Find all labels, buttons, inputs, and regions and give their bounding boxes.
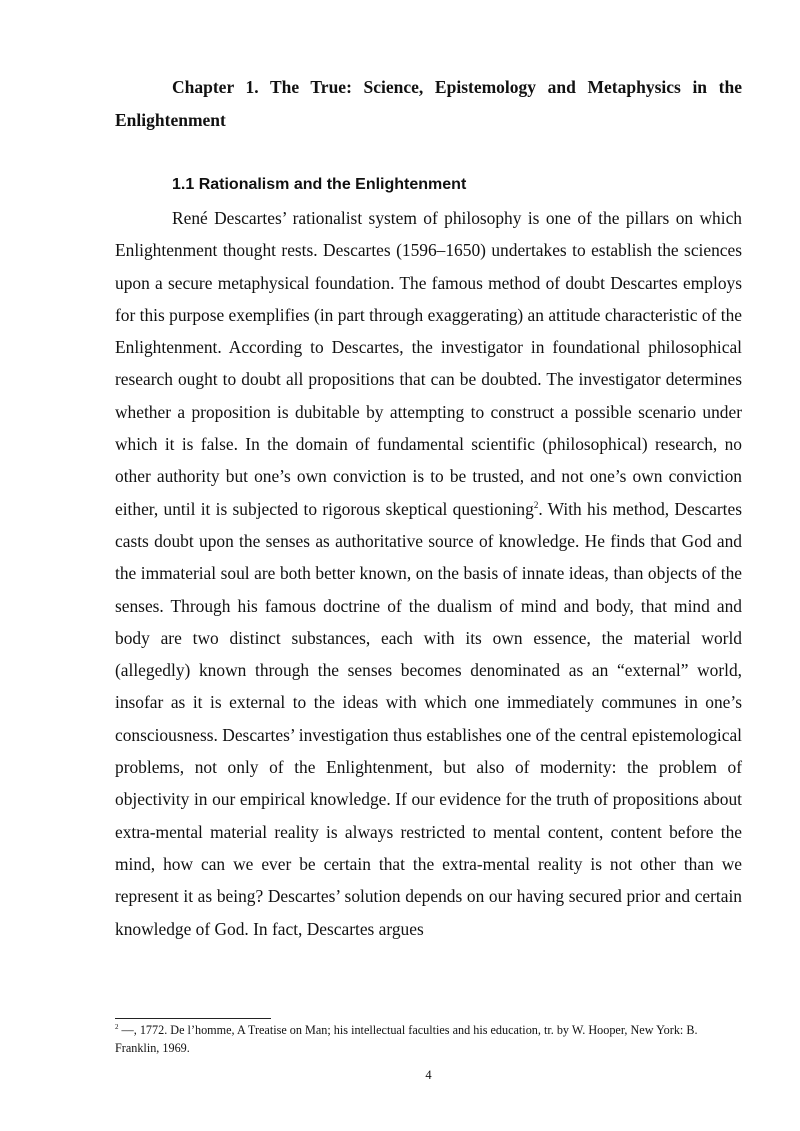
footnote-text: ––, 1772. De l’homme, A Treatise on Man; his intellectual faculties and his education, tr. by W. Hooper, New York: B. Franklin, 1969. bbox=[115, 1023, 698, 1055]
body-paragraph bbox=[115, 202, 742, 945]
section-heading: 1.1 Rationalism and the Enlightenment bbox=[172, 176, 467, 193]
chapter-title: Chapter 1. The True: Science, Epistemology and Metaphysics in the Enlightenment bbox=[115, 77, 742, 130]
footnote-reference[interactable]: 2 bbox=[533, 499, 539, 510]
body-text-part-2: . With his method, Descartes casts doubt upon the senses as authoritative source of knowledge. He finds that God and the immaterial soul are both better known, on the basis of innate ideas, than objects of the senses. Through his famous doctrine of the dualism of mind and body, that mind and body are two distinct substances, each with its own essence, the material world (allegedly) known through the senses becomes denominated as an “external” world, insofar as it is external to the ideas with which one immediately communes in one’s consciousness. Descartes’ investigation thus establishes one of the central epistemological problems, not only of the Enlightenment, but also of modernity: the problem of objectivity in our empirical knowledge. If our evidence for the truth of propositions about extra-mental material reality is always restricted to mental content, content before the mind, how can we ever be certain that the extra-mental reality is not other than we represent it as being? Descartes’ solution depends on our having secured prior and certain knowledge of God. In fact, Descartes argues bbox=[115, 498, 742, 939]
footnote bbox=[115, 1021, 742, 1057]
body-text-part-1: René Descartes’ rationalist system of philosophy is one of the pillars on which Enlightenment thought rests. Descartes (1596–1650) undertakes to establish the sciences upon a secure metaphysical foundation. The famous method of doubt Descartes employs for this purpose exemplifies (in part through exaggerating) an attitude characteristic of the Enlightenment. According to Descartes, the investigator in foundational philosophical research ought to doubt all propositions that can be doubted. The investigator determines whether a proposition is dubitable by attempting to construct a possible scenario under which it is false. In the domain of fundamental scientific (philosophical) research, no other authority but one’s own conviction is to be trusted, and not one’s own conviction either, until it is subjected to rigorous skeptical questioning bbox=[115, 208, 742, 519]
footnote-separator bbox=[115, 1018, 271, 1019]
footnote-marker: 2 bbox=[115, 1022, 119, 1031]
page-number: 4 bbox=[425, 1068, 432, 1082]
